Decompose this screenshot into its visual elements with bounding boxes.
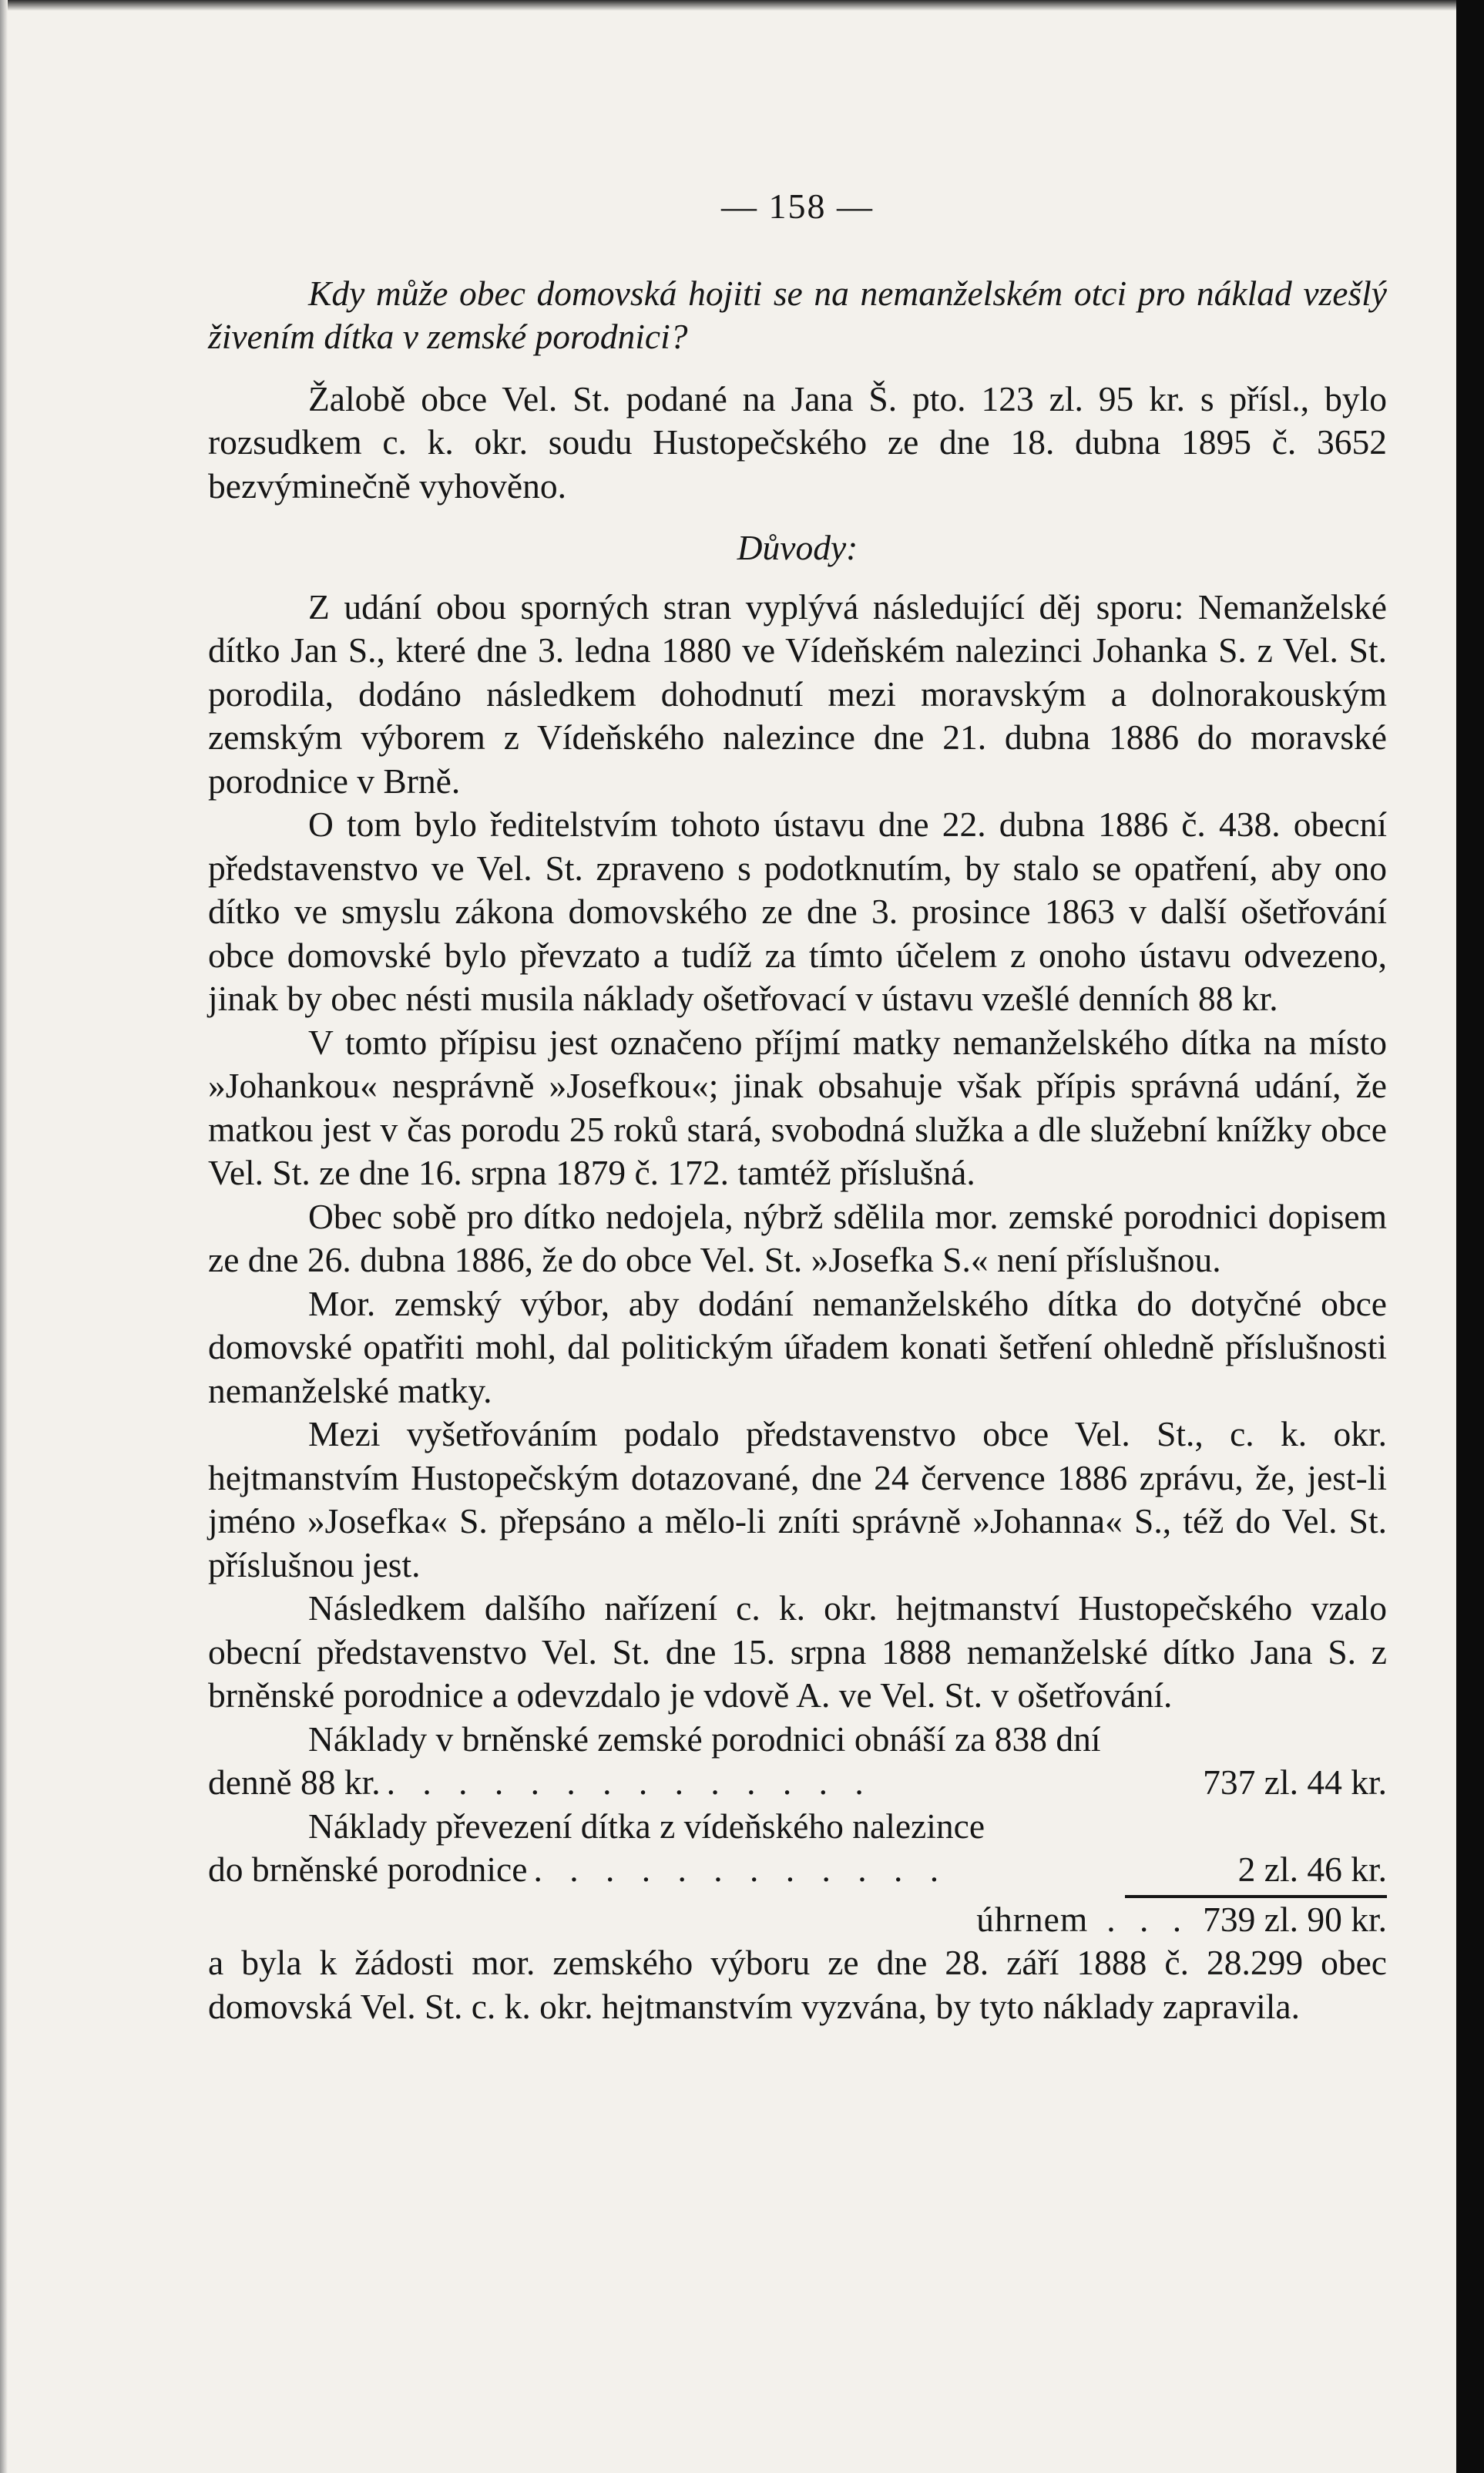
book-page [208,185,1387,2028]
cost-line-1 [208,1761,1387,1805]
cost-line-2-label: do brněnské porodnice [208,1850,528,1889]
verdict-paragraph: Žalobě obce Vel. St. podané na Jana Š. pto. 123 zl. 95 kr. s přísl., bylo rozsudkem c. k. okr. soudu Hustopečského ze dne 18. dubna 1895 č. 3652 bezvýminečně vyhověno. [208,378,1387,506]
scan-edge-top [0,0,1484,11]
body-paragraph: Následkem dalšího nařízení c. k. okr. hejtmanství Hustopečského vzalo obecní představenstvo Vel. St. dne 15. srpna 1888 nemanželské dítko Jana S. z brněnské porodnice a odevzdalo je vdově A. ve Vel. St. v ošetřování. [208,1588,1387,1715]
cost-total-amount: 739 zl. 90 kr. [1203,1899,1387,1939]
cost-line-1-amount: 737 zl. 44 kr. [1203,1762,1387,1802]
cost-line-1-leader: . . . . . . . . . . . . . . [386,1762,873,1802]
cost-total-label: úhrnem [976,1899,1089,1939]
page-number: — 158 — [721,186,874,226]
cost-line-2-intro: Náklady převezení dítka z vídeňského nalezince [308,1806,985,1846]
body-paragraph: Obec sobě pro dítko nedojela, nýbrž sdělila mor. zemské porodnici dopisem ze dne 26. dubna 1886, že do obce Vel. St. »Josefka S.« není příslušnou. [208,1196,1387,1279]
cost-line-1-label: denně 88 kr. [208,1762,381,1802]
cost-table [208,1718,1387,1942]
body-paragraph: V tomto přípisu jest označeno příjmí matky nemanželského dítka na místo »Johankou« nesprávně »Josefkou«; jinak obsahuje však přípis správná udání, že matkou jest v čas porodu 25 roků stará, svobodná služka a dle služební knížky obce Vel. St. ze dne 16. srpna 1879 č. 172. tamtéž příslušná. [208,1022,1387,1192]
reasons-heading: Důvody: [737,528,858,567]
cost-total [208,1898,1387,1942]
scan-edge-right [1456,0,1484,2473]
cost-line-2-leader: . . . . . . . . . . . . [533,1850,948,1889]
body-paragraph: Z udání obou sporných stran vyplývá následující děj sporu: Nemanželské dítko Jan S., které dne 3. ledna 1880 ve Vídeňském nalezinci Johanka S. z Vel. St. porodila, dodáno následkem dohodnutí mezi moravským a dolnorakouským zemským výborem z Vídeňského nalezince dne 21. dubna 1886 do moravské porodnice v Brně. [208,586,1387,801]
case-question: Kdy může obec domovská hojiti se na nemanželském otci pro náklad vzešlý živením dítka v zemské porodnici? [208,273,1387,356]
cost-line-2 [208,1848,1387,1892]
cost-line-2-amount: 2 zl. 46 kr. [1237,1850,1387,1889]
cost-total-leader: . . . [1106,1899,1190,1939]
scan-edge-left [0,0,8,2473]
closing-paragraph: a byla k žádosti mor. zemského výboru ze dne 28. září 1888 č. 28.299 obec domovská Vel. St. c. k. okr. hejtmanstvím vyzvána, by tyto náklady zapravila. [208,1943,1387,2026]
cost-line-1-intro: Náklady v brněnské zemské porodnici obnáší za 838 dní [308,1719,1101,1759]
body-paragraph: Mor. zemský výbor, aby dodání nemanželského dítka do dotyčné obce domovské opatřiti mohl, dal politickým úřadem konati šetření ohledně příslušnosti nemanželské matky. [208,1283,1387,1410]
body-paragraph: O tom bylo ředitelstvím tohoto ústavu dne 22. dubna 1886 č. 438. obecní představenstvo ve Vel. St. zpraveno s podotknutím, by stalo se opatření, aby ono dítko ve smyslu zákona domovského ze dne 3. prosince 1863 v další ošetřování obce domovské bylo převzato a tudíž za tímto účelem z onoho ústavu odvezeno, jinak by obec nésti musila náklady ošetřovací v ústavu vzešlé denních 88 kr. [208,805,1387,1018]
body-paragraph: Mezi vyšetřováním podalo představenstvo obce Vel. St., c. k. okr. hejtmanstvím Hustopečským dotazované, dne 24 července 1886 zprávu, že, jest-li jméno »Josefka« S. přepsáno a mělo-li zníti správně »Johanna« S., též do Vel. St. příslušnou jest. [208,1414,1387,1584]
